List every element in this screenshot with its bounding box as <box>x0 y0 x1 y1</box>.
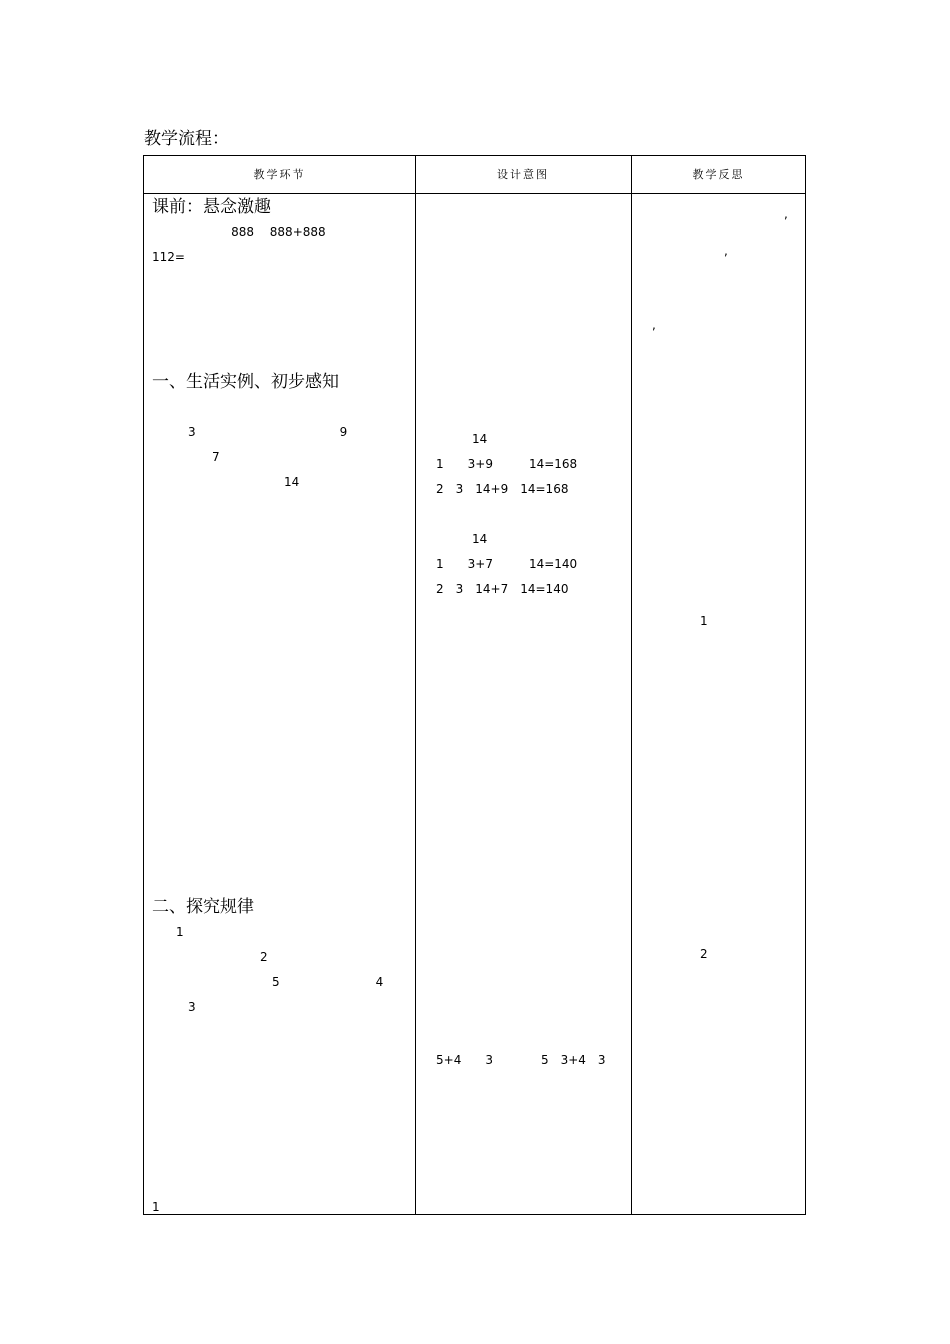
page-title: 教学流程： <box>144 129 229 149</box>
text-line <box>152 1020 410 1045</box>
text-line: 888 888+888 <box>152 225 338 239</box>
text-line <box>640 1084 810 1121</box>
text-line <box>424 402 624 427</box>
text-line: 2 3 14+7 14=140 <box>424 582 569 596</box>
text-line <box>640 714 810 751</box>
text-line <box>152 795 410 820</box>
text-line <box>152 295 410 320</box>
text-line <box>152 870 410 895</box>
text-line <box>424 824 624 849</box>
text-line <box>640 677 810 714</box>
text-line <box>152 320 410 345</box>
header-design-intent: 设计意图 <box>497 168 549 181</box>
text-line: 5 4 <box>152 975 408 989</box>
text-line <box>152 495 410 520</box>
text-line <box>640 1121 810 1158</box>
text-line <box>640 751 810 788</box>
text-line <box>424 861 624 886</box>
text-line <box>640 1010 810 1047</box>
column-divider <box>631 156 632 1214</box>
text-line: 112= <box>152 250 293 264</box>
text-line <box>152 520 410 545</box>
text-line <box>640 788 810 825</box>
text-line <box>152 345 410 370</box>
text-line <box>640 973 810 1010</box>
design-intent-column <box>424 202 624 1073</box>
text-line <box>152 395 410 420</box>
text-line <box>152 1095 410 1120</box>
text-line <box>152 595 410 620</box>
text-line <box>640 1047 810 1084</box>
text-line: 1 3+7 14=140 <box>424 557 578 571</box>
teaching-stage-column <box>152 195 410 1220</box>
text-line <box>640 270 810 307</box>
text-line <box>152 745 410 770</box>
text-line <box>424 670 624 695</box>
text-line <box>640 492 810 529</box>
text-line: 1 <box>152 925 244 939</box>
text-line: 14 <box>152 475 384 489</box>
text-line: , <box>640 207 812 221</box>
text-line: 3 <box>152 1000 340 1014</box>
section-title-pre-class: 课前：悬念激趣 <box>152 197 271 217</box>
text-line <box>152 770 410 795</box>
text-line <box>152 845 410 870</box>
text-line <box>152 820 410 845</box>
header-teaching-stage: 教学环节 <box>253 168 306 181</box>
lesson-flow-table <box>143 155 812 1215</box>
text-line <box>152 620 410 645</box>
text-line <box>152 1170 410 1195</box>
text-line: 2 <box>152 950 340 964</box>
text-line: 14 <box>424 532 584 546</box>
teaching-reflection-column <box>640 196 810 1158</box>
text-line <box>424 502 624 527</box>
section-title-2: 二、探究规律 <box>152 897 254 917</box>
text-line: 1 <box>640 614 768 628</box>
text-line <box>640 825 810 862</box>
header-teaching-reflection: 教学反思 <box>692 168 745 181</box>
header-divider <box>144 193 805 194</box>
text-line <box>424 202 624 227</box>
text-line: 2 3 14+9 14=168 <box>424 482 569 496</box>
text-line: , <box>640 318 740 332</box>
text-line <box>152 1120 410 1145</box>
text-line: 14 <box>424 432 584 446</box>
text-line <box>640 344 810 381</box>
text-line: 7 <box>152 450 340 464</box>
text-line: 3 9 <box>152 425 396 439</box>
text-line <box>640 640 810 677</box>
text-line <box>640 455 810 492</box>
text-line <box>640 529 810 566</box>
text-line <box>152 270 410 295</box>
column-divider <box>415 156 416 1214</box>
text-line <box>152 720 410 745</box>
text-line <box>424 633 624 658</box>
section-title-1: 一、生活实例、初步感知 <box>152 372 339 392</box>
text-line: 1 3+9 14=168 <box>424 457 578 471</box>
text-line: 5+4 3 5 3+4 3 <box>424 1053 606 1067</box>
text-line: , <box>640 244 776 258</box>
text-line <box>640 381 810 418</box>
text-line: 1 <box>152 1200 388 1214</box>
text-line: 2 <box>640 947 768 961</box>
